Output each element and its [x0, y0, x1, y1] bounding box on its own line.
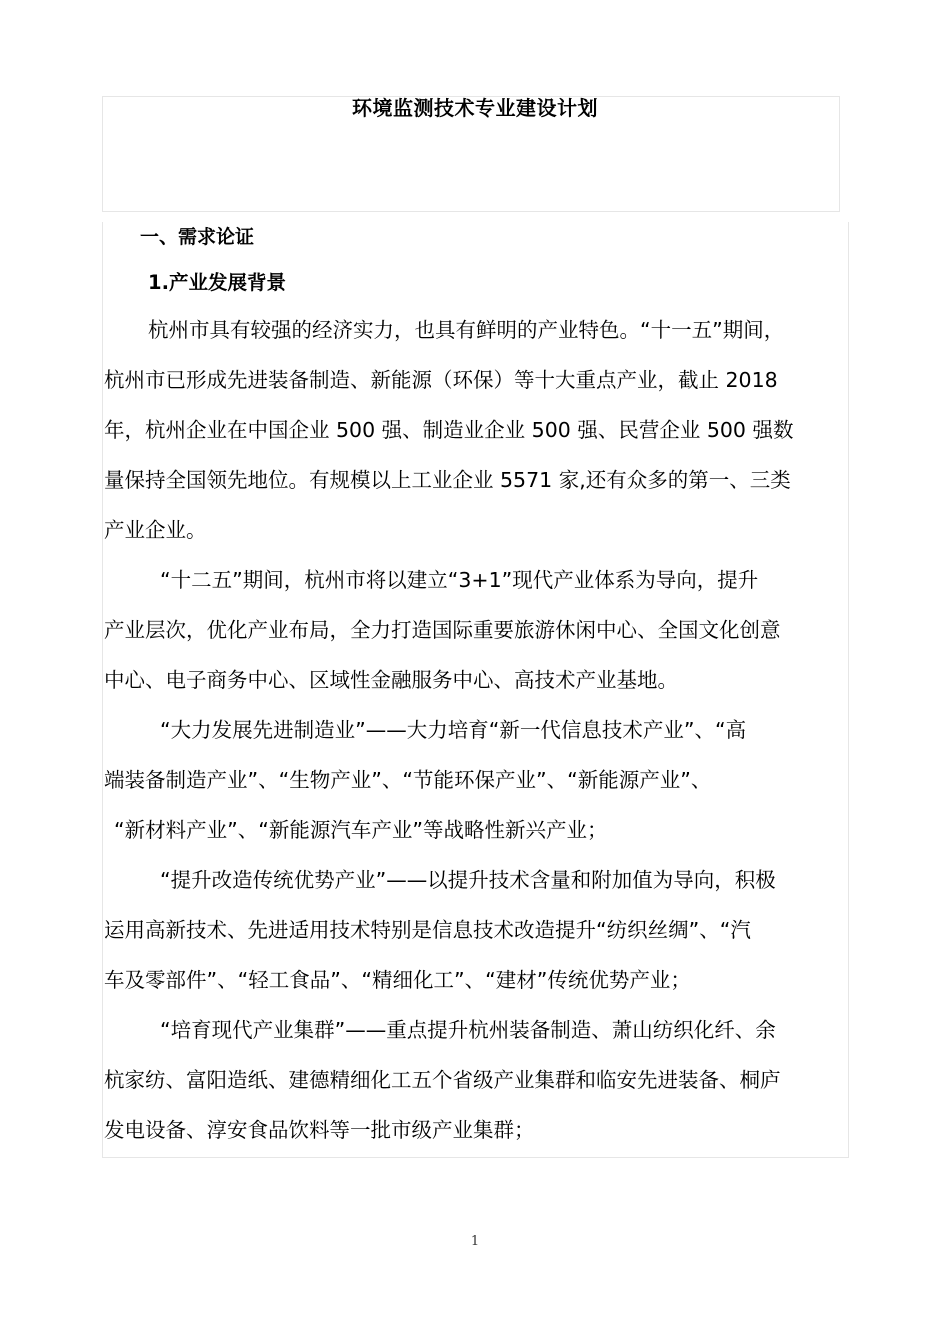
subsection-heading: 1.产业发展背景 [148, 271, 286, 294]
paragraph-line: 杭家纺、富阳造纸、建德精细化工五个省级产业集群和临安先进装备、桐庐 [104, 1068, 781, 1092]
paragraph-line: 产业层次，优化产业布局，全力打造国际重要旅游休闲中心、全国文化创意 [104, 618, 781, 642]
paragraph-line: 发电设备、淳安食品饮料等一批市级产业集群； [104, 1118, 535, 1142]
paragraph-line: 杭州市具有较强的经济实力，也具有鲜明的产业特色。“十一五”期间， [148, 318, 785, 342]
paragraph-line: 车及零部件”、“轻工食品”、“精细化工”、“建材”传统优势产业； [104, 968, 691, 992]
paragraph-line: “培育现代产业集群”——重点提升杭州装备制造、萧山纺织化纤、余 [160, 1018, 776, 1042]
paragraph-line: 中心、电子商务中心、区域性金融服务中心、高技术产业基地。 [104, 668, 678, 692]
paragraph-line: “十二五”期间，杭州市将以建立“3+1”现代产业体系为导向，提升 [160, 568, 759, 592]
page-number: 1 [470, 1234, 480, 1249]
paragraph-line: 运用高新技术、先进适用技术特别是信息技术改造提升“纺织丝绸”、“汽 [104, 918, 751, 942]
paragraph-line: 端装备制造产业”、“生物产业”、“节能环保产业”、“新能源产业”、 [104, 768, 712, 792]
paragraph-line: 产业企业。 [104, 518, 207, 542]
paragraph-line: 杭州市已形成先进装备制造、新能源（环保）等十大重点产业，截止 2018 [104, 368, 778, 392]
paragraph-line: “新材料产业”、“新能源汽车产业”等战略性新兴产业； [114, 818, 608, 842]
section-heading: 一、需求论证 [140, 226, 255, 248]
paragraph-line: 年，杭州企业在中国企业 500 强、制造业企业 500 强、民营企业 500 强数 [104, 418, 794, 442]
paragraph-line: “大力发展先进制造业”——大力培育“新一代信息技术产业”、“高 [160, 718, 747, 742]
paragraph-line: “提升改造传统优势产业”——以提升技术含量和附加值为导向，积极 [160, 868, 776, 892]
paragraph-line: 量保持全国领先地位。有规模以上工业企业 5571 家,还有众多的第一、三类 [104, 468, 791, 492]
document-title: 环境监测技术专业建设计划 [352, 96, 598, 120]
